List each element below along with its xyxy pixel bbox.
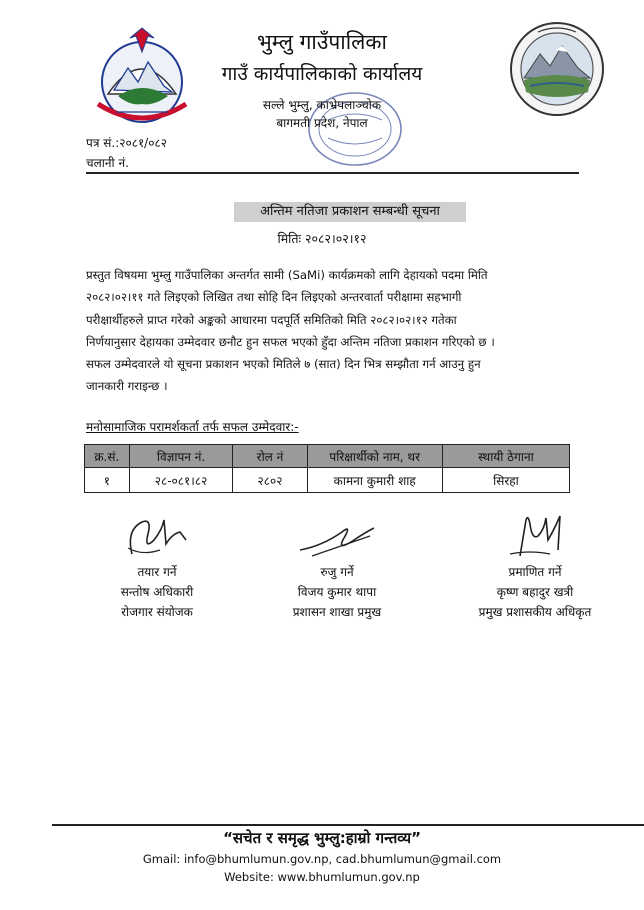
header-serial: क्र.सं. — [85, 445, 130, 468]
body-line: प्रस्तुत विषयमा भुम्लु गाउँपालिका अन्तर्गत सामी (SaMi) कार्यक्रमको लागि देहायको पदमा मिति — [86, 268, 488, 282]
cell-serial: १ — [85, 468, 130, 493]
notice-date: मितिः २०८२।०२।१२ — [277, 231, 367, 246]
table-row — [85, 468, 570, 493]
municipality-name: भुम्लु गाउँपालिका — [257, 30, 387, 54]
header-permanent-address: स्थायी ठेगाना — [442, 445, 569, 468]
signatory-title: रोजगार संयोजक — [121, 605, 193, 619]
body-paragraph — [86, 264, 580, 398]
cell-advertisement-no: २८-०८१।८२ — [129, 468, 233, 493]
signatory-name: सन्तोष अधिकारी — [120, 585, 194, 599]
header-roll-no: रोल नं — [233, 445, 307, 468]
signature-icon — [480, 510, 590, 562]
signatory-title: प्रशासन शाखा प्रमुख — [292, 605, 382, 619]
footer-email: Gmail: info@bhumlumun.gov.np, cad.bhumlumun@gmail.com — [142, 852, 502, 866]
cell-candidate-name: कामना कुमारी शाह — [307, 468, 442, 493]
footer-motto: “सचेत र समृद्ध भुम्लु:हाम्रो गन्तव्य” — [223, 829, 421, 847]
signatory-role: प्रमाणित गर्ने — [508, 565, 562, 579]
header-divider — [86, 172, 579, 174]
cell-roll-no: २८०२ — [233, 468, 307, 493]
signatory-verified — [252, 510, 422, 622]
signatory-prepared — [72, 510, 242, 622]
footer-divider — [52, 824, 644, 826]
header-advertisement-no: विज्ञापन नं. — [129, 445, 233, 468]
table-header-row — [85, 445, 570, 468]
letter-number: पत्र सं.:२०८१/०८२ — [86, 136, 167, 150]
notice-title: अन्तिम नतिजा प्रकाशन सम्बन्धी सूचना — [234, 202, 466, 222]
office-address-line2: बागमती प्रदेश, नेपाल — [276, 116, 368, 130]
body-line: २०८२।०२।११ गते लिइएको लिखित तथा सोहि दिन लिइएको अन्तरवार्ता परीक्षामा सहभागी — [86, 290, 462, 305]
signature-icon — [282, 510, 392, 562]
results-table — [84, 444, 570, 493]
cell-permanent-address: सिरहा — [442, 468, 569, 493]
dispatch-number: चलानी नं. — [86, 156, 129, 170]
office-name: गाउँ कार्यपालिकाको कार्यालय — [221, 63, 423, 85]
body-line: निर्णयानुसार देहायका उम्मेदवार छनौट हुन सफल भएको हुँदा अन्तिम नतिजा प्रकाशन गरिएको छ । — [86, 334, 495, 349]
footer-website: Website: www.bhumlumun.gov.np — [224, 870, 420, 884]
body-line: परीक्षार्थीहरुले प्राप्त गरेको अङ्कको आधारमा पदपूर्ति समितिको मिति २०८२।०२।१२ गतेका — [86, 312, 457, 327]
office-address-line1: सल्ले भुम्लु, काभ्रेपलाञ्चोक — [262, 98, 382, 112]
section-heading: मनोसामाजिक परामर्शकर्ता तर्फ सफल उम्मेदवार:- — [86, 420, 299, 434]
signatory-certified — [450, 510, 620, 622]
body-line: जानकारी गराइन्छ । — [86, 379, 168, 394]
header-candidate-name: परिक्षार्थीको नाम, थर — [307, 445, 442, 468]
signatory-name: विजय कुमार थापा — [297, 585, 377, 599]
signature-icon — [102, 510, 212, 562]
signatory-role: रुजु गर्ने — [320, 565, 354, 579]
signatory-name: कृष्ण बहादुर खत्री — [496, 585, 574, 599]
signatory-role: तयार गर्ने — [137, 565, 177, 579]
body-line: सफल उम्मेदवारले यो सूचना प्रकाशन भएको मितिले ७ (सात) दिन भित्र सम्झौता गर्न आउनु हुन — [86, 357, 481, 372]
signatory-title: प्रमुख प्रशासकीय अधिकृत — [478, 605, 592, 619]
